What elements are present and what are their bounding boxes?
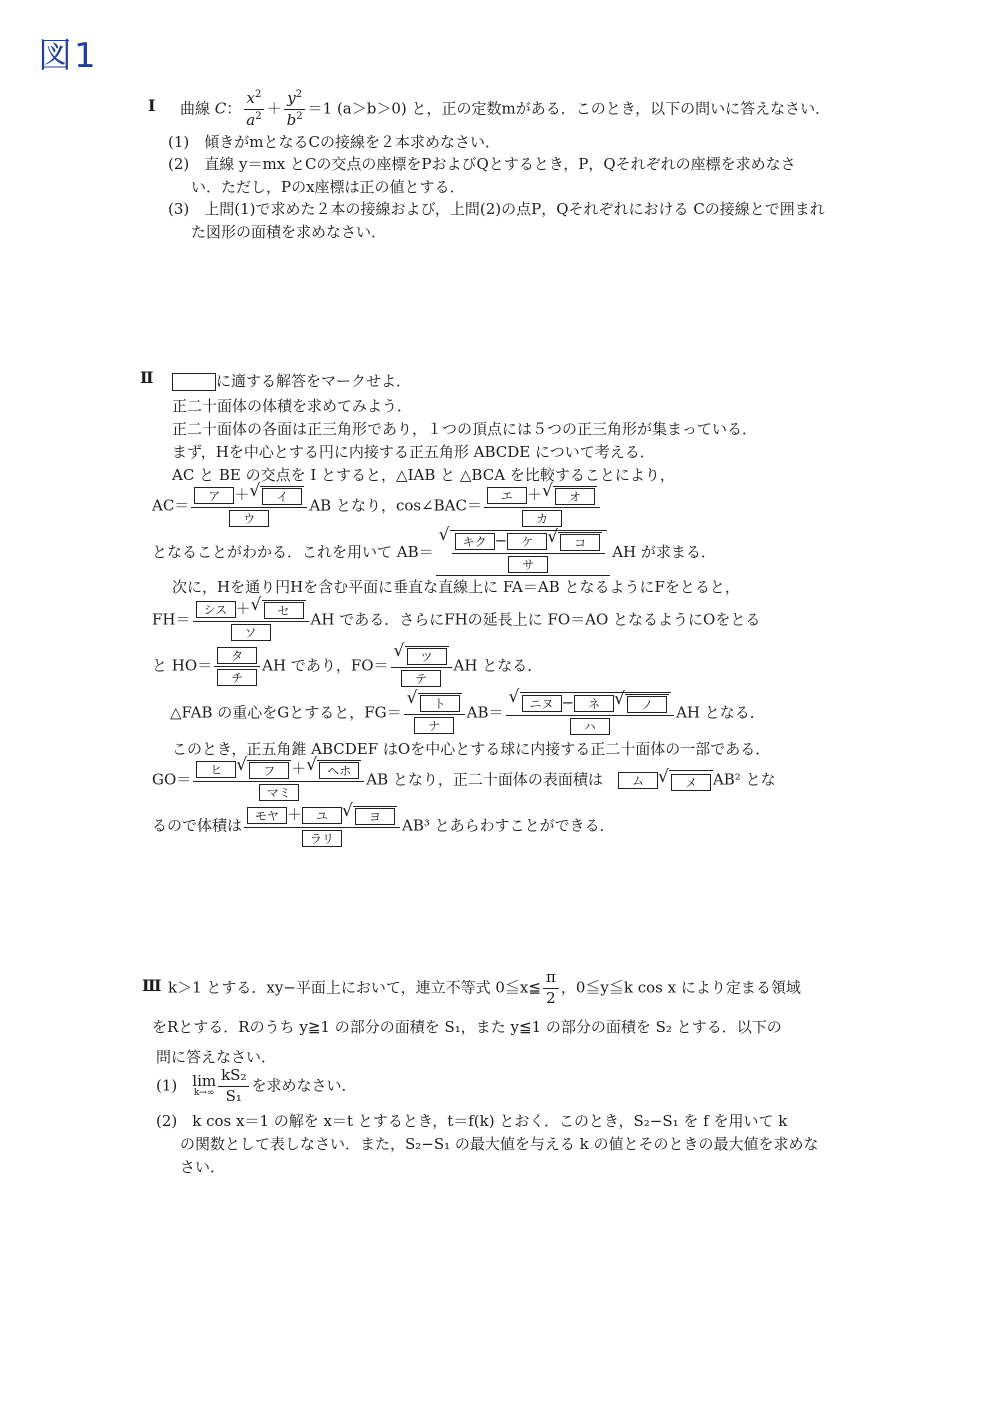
answer-box[interactable]: メ <box>671 774 711 791</box>
question-3-item-2: (2) k cos x＝1 の解を x＝t とするとき，t＝f(k) とおく．このとき，S₂−S₁ を f を用いて k <box>156 1112 788 1130</box>
answer-box[interactable]: ム <box>618 772 658 789</box>
question-3-line-1: k＞1 とする．xy−平面上において，連立不等式 0≦x≦ $\frac{\pi}{2}$ ，0≦y≦k cos x により定まる領域 <box>168 968 801 1007</box>
answer-box[interactable]: テ <box>401 670 441 687</box>
question-2-line: AC と BE の交点を I とすると，△IAB と △BCA を比較することにより， <box>172 466 675 484</box>
answer-box[interactable]: ア <box>194 487 234 504</box>
answer-box[interactable]: ト <box>420 695 460 712</box>
answer-box[interactable]: ツ <box>407 648 447 665</box>
equation-FH: FH＝ $\frac{\text{シス ＋√ セ}}{\text{ソ}}$ AH である．さらにFHの延長上に FO＝AO となるようにOをとる <box>152 600 760 641</box>
answer-box[interactable]: モヤ <box>247 807 287 824</box>
equation-volume: るので体積は $\frac{\text{モヤ ＋ ユ√ ヨ}}{\text{ラリ}}$ AB³ とあらわすことができる． <box>152 806 615 847</box>
answer-box[interactable]: ヒ <box>196 761 236 778</box>
question-2-line: このとき，正五角錐 ABCDEF はOを中心とする球に内接する正二十面体の一部である． <box>172 740 771 758</box>
answer-box[interactable]: エ <box>487 487 527 504</box>
answer-box[interactable]: ウ <box>229 510 269 527</box>
equation-AB: となることがわかる．これを用いて AB＝ √ $\frac{\text{キク − ケ√ コ}}{\text{サ}}$ AH が求まる． <box>152 530 716 576</box>
question-2-line: 正二十面体の各面は正三角形であり，１つの頂点には５つの正三角形が集まっている． <box>172 420 758 438</box>
question-2-line: まず，Hを中心とする円に内接する正五角形 ABCDE について考える． <box>172 443 655 461</box>
question-1-item-cont: た図形の面積を求めなさい． <box>191 223 387 241</box>
answer-box[interactable]: ラリ <box>302 830 342 847</box>
answer-box[interactable]: コ <box>560 534 600 551</box>
equation-GO: GO＝ $\frac{\text{ヒ√ フ ＋√ ヘホ}}{\text{マミ}}$ AB となり，正二十面体の表面積は ム√ メ AB² とな <box>152 760 776 801</box>
answer-box[interactable]: チ <box>217 669 257 686</box>
question-3-line-3: 問に答えなさい． <box>156 1048 277 1066</box>
equation-AC: AC＝ $\frac{\text{ア ＋√ イ}}{\text{ウ}}$ AB となり，cos∠BAC＝ $\frac{\text{エ ＋√ オ}}{\text{カ}}$ <box>152 486 602 527</box>
blank-box-icon <box>172 373 216 391</box>
question-1-item: (2) 直線 y＝mx とCの交点の座標をPおよびQとするとき，P，Qそれぞれの座標を求めなさ <box>168 155 796 173</box>
answer-box[interactable]: サ <box>508 556 548 573</box>
answer-box[interactable]: ネ <box>574 695 614 712</box>
question-3-item-1: (1) lim k→∞ $\frac{\text{kS₂}}{\text{S₁}}$ を求めなさい． <box>156 1066 357 1105</box>
question-3-item-2-cont: さい． <box>180 1158 226 1176</box>
question-2-instruction: に適する解答をマークせよ． <box>172 370 411 391</box>
answer-box[interactable]: ソ <box>231 624 271 641</box>
question-1-item: (1) 傾きがmとなるCの接線を２本求めなさい． <box>168 133 500 151</box>
question-1-intro: 曲線 C： $\frac{x^2}{a^2}$ ＋ $\frac{y^2}{b^2}$ ＝1 (a＞b＞0) と，正の定数mがある．このとき，以下の問いに答えなさい． <box>180 89 831 129</box>
question-2-line: 次に，Hを通り円Hを含む平面に垂直な直線上に FA＝AB となるようにFをとると， <box>172 578 740 596</box>
answer-box[interactable]: カ <box>522 510 562 527</box>
answer-box[interactable]: ノ <box>627 696 667 713</box>
question-3-line-2: をRとする．Rのうち y≧1 の部分の面積を S₁，また y≦1 の部分の面積を S₂ とする．以下の <box>152 1018 782 1036</box>
answer-box[interactable]: オ <box>555 488 595 505</box>
answer-box[interactable]: ユ <box>302 807 342 824</box>
handwritten-figure-label: 図1 <box>38 36 98 76</box>
answer-box[interactable]: イ <box>262 488 302 505</box>
question-1-numeral: Ⅰ <box>148 96 156 115</box>
answer-box[interactable]: タ <box>217 647 257 664</box>
question-1-item-cont: い．ただし，Pのx座標は正の値とする． <box>191 178 465 196</box>
equation-HO-FO: と HO＝ $\frac{\text{タ}}{\text{チ}}$ AH であり，FO＝ √ $\frac{\text{ツ}}{\text{テ}}$ AH となる． <box>152 646 542 687</box>
answer-box[interactable]: ケ <box>507 533 547 550</box>
answer-box[interactable]: セ <box>264 602 304 619</box>
question-1-item: (3) 上問(1)で求めた２本の接線および，上問(2)の点P，Qそれぞれにおける Cの接線とで囲まれ <box>168 200 825 218</box>
question-3-item-2-cont: の関数として表しなさい．また，S₂−S₁ の最大値を与える k の値とそのときの最大値を求めな <box>180 1135 819 1153</box>
answer-box[interactable]: キク <box>455 533 495 550</box>
answer-box[interactable]: シス <box>196 601 236 618</box>
answer-box[interactable]: フ <box>249 762 289 779</box>
answer-box[interactable]: マミ <box>259 784 299 801</box>
equation-FG: △FAB の重心をGとすると，FG＝ √ $\frac{\text{ト}}{\text{ナ}}$ AB＝ √ $\frac{\text{ニヌ − ネ√ ノ}}{\text{ハ}}$ AH となる． <box>170 692 765 735</box>
answer-box[interactable]: ニヌ <box>522 695 562 712</box>
answer-box[interactable]: ハ <box>570 718 610 735</box>
question-3-numeral: Ⅲ <box>142 976 162 995</box>
answer-box[interactable]: ヨ <box>355 808 395 825</box>
question-2-line: 正二十面体の体積を求めてみよう． <box>172 397 413 415</box>
answer-box[interactable]: ナ <box>414 717 454 734</box>
answer-box[interactable]: ヘホ <box>319 762 359 779</box>
question-2-numeral: Ⅱ <box>140 368 154 387</box>
